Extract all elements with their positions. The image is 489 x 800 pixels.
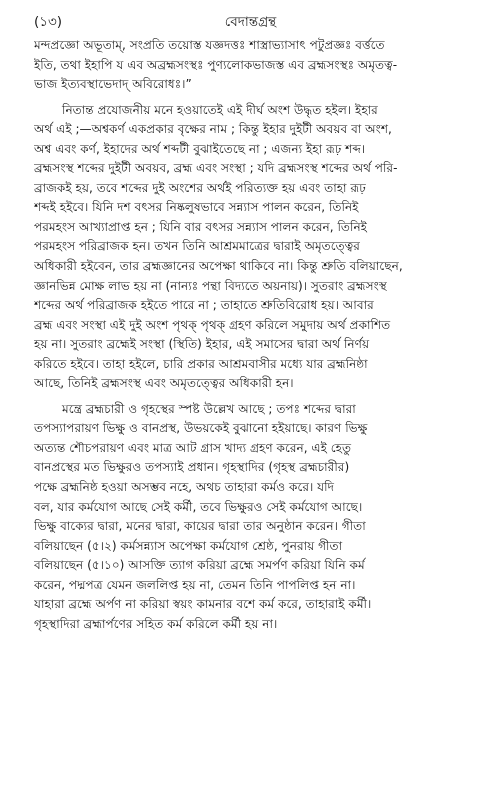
text-line: ব্রাজকই হয়, তবে শব্দের দুই অংশের অর্থই পরিত্যক্ত হয় এবং তাহা রূঢ় [34, 180, 366, 195]
text-line: পরমহংস আখ্যাপ্রাপ্ত হন ; যিনি বার বৎসর সন্ন্যাস পালন করেন, তিনিই [34, 219, 367, 234]
running-title: বেদান্তগ্রন্থ [224, 14, 277, 30]
text-line: হয় না। সুতরাং ব্রহ্মেই সংস্থা (স্থিতি) ইহার, এই সমাসের দ্বারা অর্থ নির্ণয় [34, 337, 370, 352]
text-line: ভাজ ইত্যবস্থাভেদাদ্‌ অবিরোধঃ।” [34, 77, 192, 92]
text-line: অধিকারী হইবেন, তার ব্রহ্মজ্ঞানের অপেক্ষা থাকিবে না। কিন্তু শ্রুতি বলিয়াছেন, [34, 259, 403, 274]
text-line: বল, যার কর্মযোগ আছে সেই কর্মী, তবে ভিক্ষুরও সেই কর্মযোগ আছে। [34, 499, 363, 514]
text-line: ইতি, তথা ইহাপি য এব অব্রহ্মসংস্থঃ পুণ্যলোকভাজস্ত এব ব্রহ্মসংস্থঃ অমৃতত্ব- [34, 57, 398, 72]
text-line: নিতান্ত প্রযোজনীয় মনে হওয়াতেই এই দীর্ঘ অংশ উদ্ধৃত হইল। ইহার [62, 102, 378, 117]
text-line: আছে, তিনিই ব্রহ্মসংস্থ এবং অমৃতত্ত্বের অধিকারী হন। [34, 376, 294, 391]
text-line: অত্যন্ত শৌচপরায়ণ এবং মাত্র আট গ্রাস খাদ্য গ্রহণ করেন, এই হেতু [34, 440, 352, 455]
text-line: বলিয়াছেন (৫।২) কর্মসন্ন্যাস অপেক্ষা কর্মযোগ শ্রেষ্ঠ, পুনরায় গীতা [34, 538, 343, 553]
text-line: মন্দপ্রজ্ঞো অভূতাম্‌, সংপ্রতি তয়োস্ত যজ্ঞদত্তঃ শাস্ত্রাভ্যাসাৎ পটুপ্রজ্ঞঃ বর্ত্ততে [34, 38, 385, 52]
text-line: মন্ত্রে ব্রহ্মচারী ও গৃহস্থের স্পষ্ট উল্লেখ আছে ; তপঃ শব্দের দ্বারা [62, 401, 356, 416]
text-line: যাহারা ব্রহ্মে অর্পণ না করিয়া স্বয়ং কামনার বশে কর্ম করে, তাহারাই কর্মী। [34, 597, 372, 612]
text-line: পরমহংস পরিব্রাজক হন। তখন তিনি আশ্রমমাত্রের দ্বারাই অমৃতত্ত্বের [34, 239, 360, 254]
page-header [34, 8, 467, 36]
text-line: পক্ষে ব্রহ্মনিষ্ঠ হওয়া অসম্ভব নহে, অথচ তাহারা কর্মও করে। যদি [34, 480, 334, 495]
text-line: ভিক্ষু বাক্যের দ্বারা, মনের দ্বারা, কায়ের দ্বারা তার অনুষ্ঠান করেন। গীতা [34, 519, 366, 534]
sanskrit-quote [34, 36, 467, 95]
text-line: ব্রহ্ম এবং সংস্থা এই দুই অংশ পৃথক্‌ পৃথক্‌ গ্রহণ করিলে সমুদায় অর্থ প্রকাশিত [34, 317, 391, 332]
text-line: তপস্যাপরায়ণ ভিক্ষু ও বানপ্রস্থ, উভয়কেই বুঝানো হইয়াছে। কারণ ভিক্ষু [34, 421, 368, 436]
text-line: অর্থ এই ;—অশ্বকর্ণ একপ্রকার বৃক্ষের নাম ; কিন্তু ইহার দুইটী অবয়ব বা অংশ, [34, 122, 392, 137]
text-line: অশ্ব এবং কর্ণ, ইহাদের অর্থ শব্দটী বুঝাইতেছে না ; এজন্য ইহা রূঢ় শব্দ। [34, 141, 366, 156]
text-line: বলিয়াছেন (৫।১০) আসক্তি ত্যাগ করিয়া ব্রহ্মে সমর্পণ করিয়া যিনি কর্ম [34, 558, 365, 573]
text-line: করেন, পদ্মপত্র যেমন জললিপ্ত হয় না, তেমন তিনি পাপলিপ্ত হন না। [34, 577, 356, 592]
text-line: জ্ঞানভিন্ন মোক্ষ লাভ হয় না (নান্যঃ পন্থা বিদ্যতে অয়নায়)। সুতরাং ব্রহ্মসংস্থ [34, 278, 387, 293]
text-line: শব্দই হইবে। যিনি দশ বৎসর নিষ্কলুষভাবে সন্ন্যাস পালন করেন, তিনিই [34, 200, 359, 215]
text-line: শব্দের অর্থ পরিব্রাজক হইতে পারে না ; তাহাতে শ্রুতিবিরোধ হয়। আবার [34, 298, 374, 313]
page-number: (১৩) [34, 14, 63, 30]
text-line: বানপ্রস্থের মত ভিক্ষুরও তপস্যাই প্রধান। গৃহস্থাদির (গৃহস্থ ব্রহ্মচারীর) [34, 460, 350, 475]
text-line: ব্রহ্মসংস্থ শব্দের দুইটী অবয়ব, ব্রহ্ম এবং সংস্থা ; যদি ব্রহ্মসংস্থ শব্দের অর্থ পরি- [34, 161, 398, 176]
paragraph [34, 400, 467, 635]
text-line: করিতে হইবে। তাহা হইলে, চারি প্রকার আশ্রমবাসীর মধ্যে যার ব্রহ্মনিষ্ঠা [34, 356, 368, 371]
text-line: গৃহস্থাদিরা ব্রহ্মার্পণের সহিত কর্ম করিলে কর্মী হয় না। [34, 616, 278, 631]
paragraph [34, 101, 467, 394]
